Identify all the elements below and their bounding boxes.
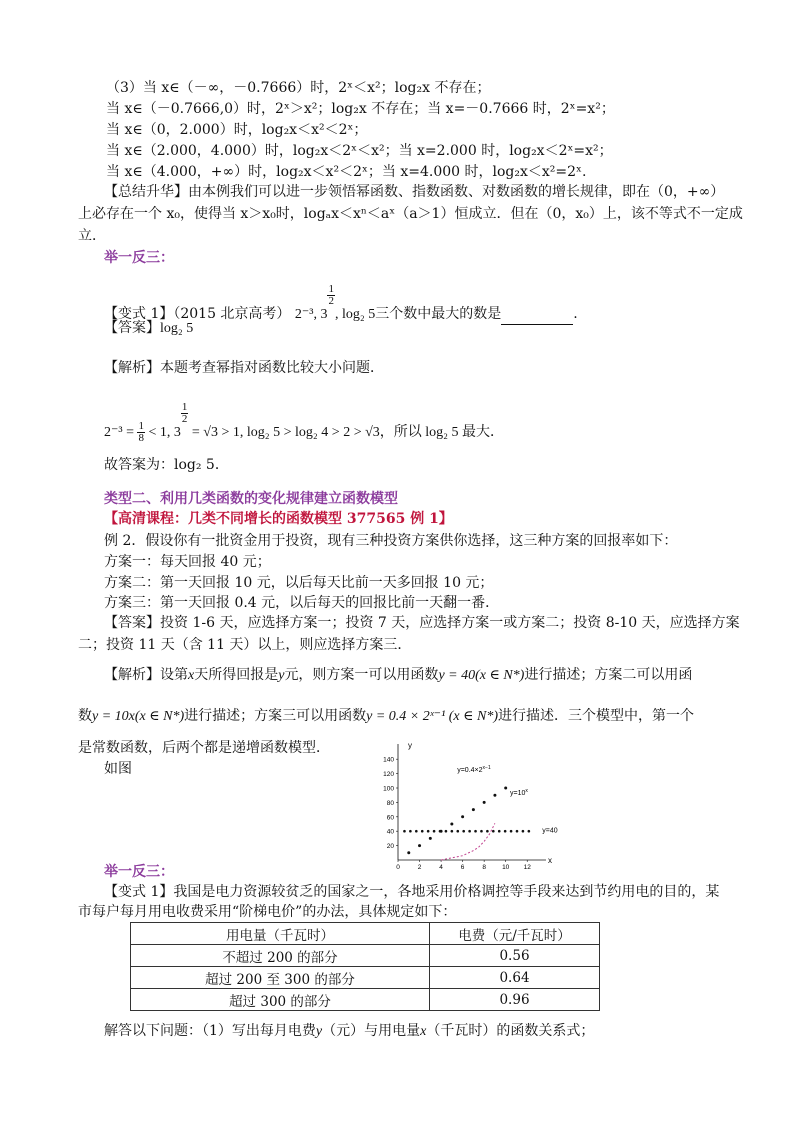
final-answer: 故答案为：log₂ 5． (104, 457, 229, 473)
y-tick-label: 80 (386, 799, 394, 807)
x-tick-label: 12 (523, 864, 531, 871)
table-row (131, 945, 600, 967)
curve-exponential (441, 823, 495, 860)
point-y40 (403, 830, 406, 833)
table-cell: 不超过 200 的部分 (131, 945, 430, 967)
example-intro: 例 2．假设你有一批资金用于投资，现有三种投资方案供你选择，这三种方案的回报率如下： (104, 533, 678, 549)
table-header-fee: 电费（元/千瓦时） (430, 923, 600, 945)
answer-line: 【答案】log₂ 5 (104, 320, 194, 336)
point-y40 (510, 830, 513, 833)
question-1: 解答以下问题：（1）写出每月电费y（元）与用电量x（千瓦时）的函数关系式； (104, 1023, 595, 1039)
table-cell: 0.56 (430, 945, 600, 967)
part3-line-4: 当 x∈（2.000，4.000）时，log₂x＜2ˣ＜x²；当 x=2.000 时，log₂x＜2ˣ=x²； (106, 143, 613, 159)
analysis-2-line-1: 【解析】设第x天所得回报是y元，则方案一可以用函数y = 40(x ∈ N*)进行描述；方案二可以用函 (104, 667, 693, 683)
y-tick-label: 40 (386, 828, 394, 836)
growth-model-chart (360, 738, 558, 871)
label-exponential: $y=0.4\times 2^{x-1}$ (457, 765, 491, 775)
variant-1-question: 【变式 1】（2015 北京高考） 2⁻³, 3 $\frac{1}{2}$ , log₂ 5三个数中最大的数是 . (104, 284, 578, 325)
point-y40 (474, 830, 477, 833)
x-tick-label: 8 (482, 864, 486, 871)
summary-line-2: 上必存在一个 x₀，使得当 x＞x₀时，logₐx＜xⁿ＜aˣ（a＞1）恒成立．但在（0，x₀）上，该不等式不一定成 (78, 206, 743, 222)
point-y10x (483, 801, 486, 804)
point-y40 (427, 830, 430, 833)
point-y40 (498, 830, 501, 833)
point-y40 (486, 830, 489, 833)
table-cell: 0.64 (430, 967, 600, 989)
table-cell: 超过 200 至 300 的部分 (131, 967, 430, 989)
point-y10x (450, 823, 453, 826)
y-tick-label: 60 (386, 814, 394, 822)
point-y40 (516, 830, 519, 833)
y-tick-label: 140 (383, 756, 394, 764)
label-constant: y=40 (542, 827, 558, 835)
point-y10x (440, 830, 443, 833)
point-y10x (504, 787, 507, 790)
summary-line-1: 【总结升华】由本例我们可以进一步领悟幂函数、指数函数、对数函数的增长规律，即在（0，+∞） (104, 184, 725, 200)
point-y40 (445, 830, 448, 833)
calculation-line: 2⁻³ = $\frac{1}{8}$ < 1, 3 $\frac{1}{2}$ = √3 > 1, log₂ 5 > log₂ 4 > 2 > √3，所以 log₂ 5 最大． (104, 401, 505, 445)
part3-line-1: （3）当 x∈（－∞，－0.7666）时，2ˣ＜x²；log₂x 不存在； (106, 80, 491, 96)
y-tick-label: 100 (383, 785, 394, 793)
practice-heading: 举一反三： (104, 250, 174, 266)
point-y40 (433, 830, 436, 833)
point-y40 (462, 830, 465, 833)
chart-axes (398, 741, 552, 865)
electricity-fee-table (130, 922, 600, 1011)
point-y40 (451, 830, 454, 833)
y-tick-label: 20 (386, 843, 394, 851)
table-row (131, 989, 600, 1011)
point-y40 (421, 830, 424, 833)
point-y10x (461, 815, 464, 818)
point-y10x (429, 837, 432, 840)
plan-1: 方案一：每天回报 40 元； (104, 554, 271, 570)
point-y10x (493, 794, 496, 797)
practice-2-heading: 举一反三： (104, 864, 174, 880)
chart-labels (457, 765, 558, 834)
point-y40 (409, 830, 412, 833)
point-y40 (480, 830, 483, 833)
point-y10x (418, 844, 421, 847)
course-title: 【高清课程：几类不同增长的函数模型 377565 例 1】 (104, 511, 453, 527)
point-y40 (522, 830, 525, 833)
answer-2-line-1: 【答案】投资 1-6 天，应选择方案一；投资 7 天，应选择方案一或方案二；投资 8-10 天，应选择方案 (104, 615, 740, 631)
answer-blank (501, 310, 573, 325)
point-y40 (415, 830, 418, 833)
x-tick-label: 10 (502, 864, 510, 871)
part3-line-5: 当 x∈（4.000，+∞）时，log₂x＜x²＜2ˣ；当 x=4.000 时，log₂x＜x²=2ˣ. (106, 164, 587, 180)
point-y40 (504, 830, 507, 833)
plan-3: 方案三：第一天回报 0.4 元，以后每天的回报比前一天翻一番． (104, 595, 500, 611)
label-exponential-exp: x−1 (482, 765, 491, 772)
part3-line-2: 当 x∈（－0.7666,0）时，2ˣ＞x²；log₂x 不存在；当 x=－0.7666 时，2ˣ=x²； (106, 101, 615, 117)
y-axis-label: y (408, 741, 412, 750)
summary-line-3: 立． (78, 228, 106, 244)
variant-2-line-1: 【变式 1】我国是电力资源较贫乏的国家之一，各地采用价格调控等手段来达到节约用电的目的，某 (104, 884, 720, 900)
part3-line-3: 当 x∈（0，2.000）时，log₂x＜x²＜2ˣ； (106, 122, 368, 138)
x-axis-label: x (548, 856, 552, 865)
chart-marks (403, 787, 530, 861)
point-y40 (492, 830, 495, 833)
table-header-usage: 用电量（千瓦时） (131, 923, 430, 945)
analysis-2-line-2: 数y = 10x(x ∈ N*)进行描述；方案三可以用函数y = 0.4 × 2ˣ⁻¹ (x ∈ N*)进行描述．三个模型中，第一个 (78, 708, 695, 724)
point-y10x (472, 808, 475, 811)
analysis-2-line-3: 是常数函数，后两个都是递增函数模型． (78, 740, 330, 756)
point-y40 (528, 830, 531, 833)
x-tick-label: 0 (396, 864, 400, 871)
as-figure-label: 如图 (104, 761, 132, 777)
variant-2-line-2: 市每户每月用电收费采用“阶梯电价”的办法，具体规定如下： (78, 904, 457, 920)
y-tick-label: 120 (383, 771, 394, 779)
label-linear-exp: x (525, 788, 528, 795)
plan-2: 方案二：第一天回报 10 元，以后每天比前一天多回报 10 元； (104, 575, 494, 591)
label-linear: $y=10^x$ (510, 788, 528, 798)
analysis-line: 【解析】本题考查幂指对函数比较大小问题． (104, 360, 384, 376)
x-tick-label: 2 (417, 864, 422, 871)
table-row (131, 967, 600, 989)
point-y40 (456, 830, 459, 833)
x-tick-label: 6 (460, 864, 465, 871)
point-y40 (468, 830, 471, 833)
x-tick-label: 4 (439, 864, 443, 871)
answer-2-line-2: 二；投资 11 天（含 11 天）以上，则应选择方案三． (78, 637, 412, 653)
point-y10x (407, 851, 410, 854)
type2-heading: 类型二、利用几类函数的变化规律建立函数模型 (104, 491, 398, 507)
table-cell: 超过 300 的部分 (131, 989, 430, 1011)
table-header-row (131, 923, 600, 945)
table-cell: 0.96 (430, 989, 600, 1011)
